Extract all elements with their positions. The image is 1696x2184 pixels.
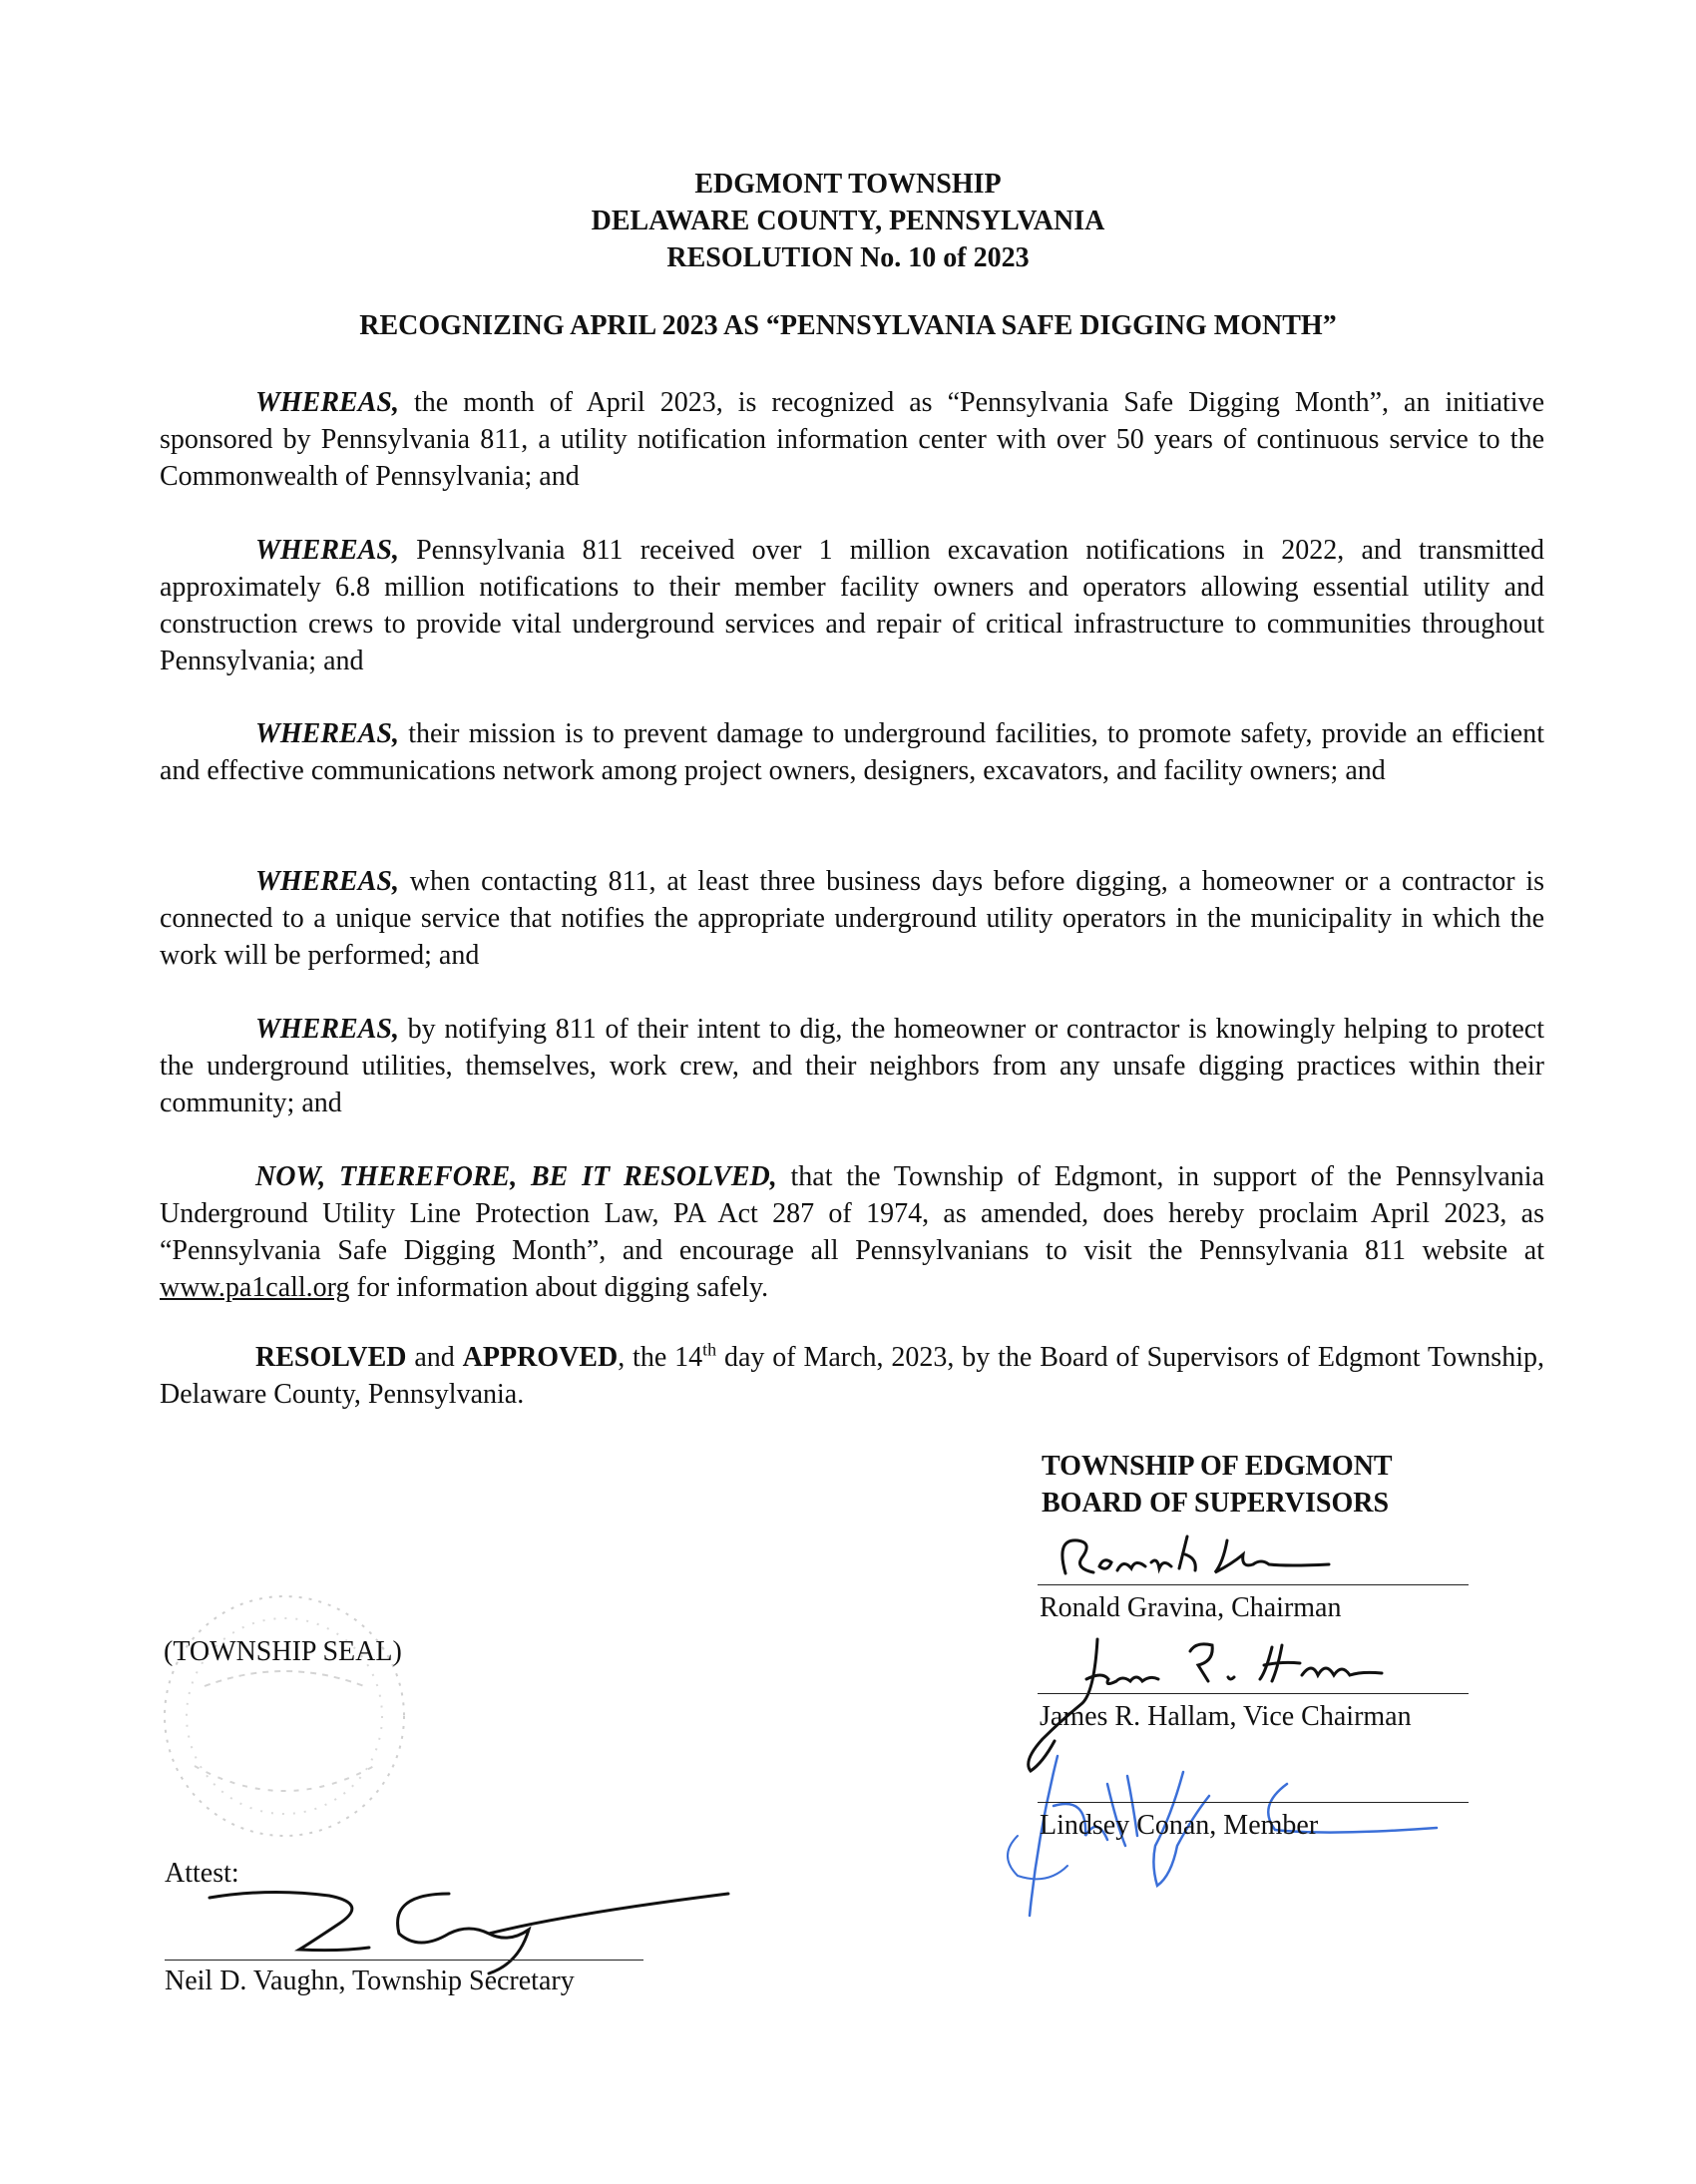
- whereas-text: the month of April 2023, is recognized as “Pennsylvania Safe Digging Month”, an initiative sponsored by Pennsylvania 811, a utility notification information center with over 50 years of continuous service to the Commonwealth of Pennsylvania; and: [160, 387, 1544, 492]
- whereas-paragraph-4: [160, 863, 1544, 974]
- whereas-lead: WHEREAS,: [255, 1014, 399, 1045]
- chairman-signature-line: [1038, 1584, 1469, 1585]
- resolved-text: that the Township of Edgmont, in support of the Pennsylvania Underground Utility Line Protection Law, PA Act 287 of 1974, as amended, does hereby proclaim April 2023, as “Pennsylvania Safe Digging Month”, and encourage all Pennsylvanians to visit the Pennsylvania 811 website at: [160, 1161, 1544, 1266]
- member-signature-line: [1038, 1802, 1469, 1803]
- website-link[interactable]: www.pa1call.org: [160, 1272, 350, 1303]
- resolution-title: RECOGNIZING APRIL 2023 AS “PENNSYLVANIA SAFE DIGGING MONTH”: [359, 310, 1337, 341]
- approval-paragraph: [160, 1339, 1544, 1413]
- member-name: Lindsey Conan, Member: [1040, 1810, 1319, 1841]
- and-word: and: [406, 1342, 463, 1373]
- seal-label: (TOWNSHIP SEAL): [164, 1636, 402, 1667]
- board-heading: [1042, 1448, 1393, 1522]
- whereas-text: Pennsylvania 811 received over 1 million excavation notifications in 2022, and transmitted approximately 6.8 million notifications to their member facility owners and operators allowing essential utility and construction crews to provide vital underground services and repair of critical infrastructure to communities throughout Pennsylvania; and: [160, 535, 1544, 676]
- whereas-text: their mission is to prevent damage to underground facilities, to promote safety, provide an efficient and effective communications network among project owners, designers, excavators, and facility owners; and: [160, 718, 1544, 786]
- resolved-word: RESOLVED: [255, 1342, 407, 1373]
- whereas-text: when contacting 811, at least three business days before digging, a homeowner or a contractor is connected to a unique service that notifies the appropriate underground utility operators in the municipality in which the work will be performed; and: [160, 866, 1544, 971]
- approved-word: APPROVED: [462, 1342, 619, 1373]
- whereas-paragraph-3: [160, 715, 1544, 789]
- secretary-signature-line: [165, 1960, 643, 1961]
- ordinal-suffix: th: [702, 1339, 717, 1360]
- whereas-lead: WHEREAS,: [255, 718, 399, 749]
- resolved-lead: NOW, THEREFORE, BE IT RESOLVED,: [255, 1161, 777, 1192]
- header-township: EDGMONT TOWNSHIP: [694, 169, 1002, 200]
- chairman-name: Ronald Gravina, Chairman: [1040, 1592, 1342, 1623]
- whereas-lead: WHEREAS,: [255, 866, 399, 897]
- board-township: TOWNSHIP OF EDGMONT: [1042, 1451, 1393, 1482]
- header-resolution-number: RESOLUTION No. 10 of 2023: [666, 242, 1030, 273]
- attest-label: Attest:: [165, 1858, 239, 1889]
- resolved-paragraph: [160, 1158, 1544, 1306]
- document-header: [0, 166, 1696, 276]
- approval-text: , the 14: [618, 1342, 703, 1373]
- whereas-lead: WHEREAS,: [255, 387, 399, 418]
- board-supervisors: BOARD OF SUPERVISORS: [1042, 1488, 1390, 1519]
- header-county: DELAWARE COUNTY, PENNSYLVANIA: [591, 206, 1105, 236]
- chairman-signature: [1048, 1529, 1347, 1588]
- secretary-name: Neil D. Vaughn, Township Secretary: [165, 1966, 575, 1996]
- vice-chairman-name: James R. Hallam, Vice Chairman: [1040, 1701, 1412, 1732]
- whereas-lead: WHEREAS,: [255, 535, 399, 566]
- whereas-paragraph-5: [160, 1011, 1544, 1121]
- township-seal: [125, 1566, 454, 1866]
- vice-chairman-signature-line: [1038, 1693, 1469, 1694]
- whereas-text: by notifying 811 of their intent to dig, the homeowner or contractor is knowingly helping to protect the underground utilities, themselves, work crew, and their neighbors from any unsafe digging practices within their community; and: [160, 1014, 1544, 1118]
- approval-text-end: day of March, 2023, by the Board of Supervisors of Edgmont Township, Delaware County, Pennsylvania.: [160, 1342, 1544, 1410]
- whereas-paragraph-2: [160, 532, 1544, 679]
- resolved-text-end: for information about digging safely.: [349, 1272, 769, 1303]
- whereas-paragraph-1: [160, 384, 1544, 495]
